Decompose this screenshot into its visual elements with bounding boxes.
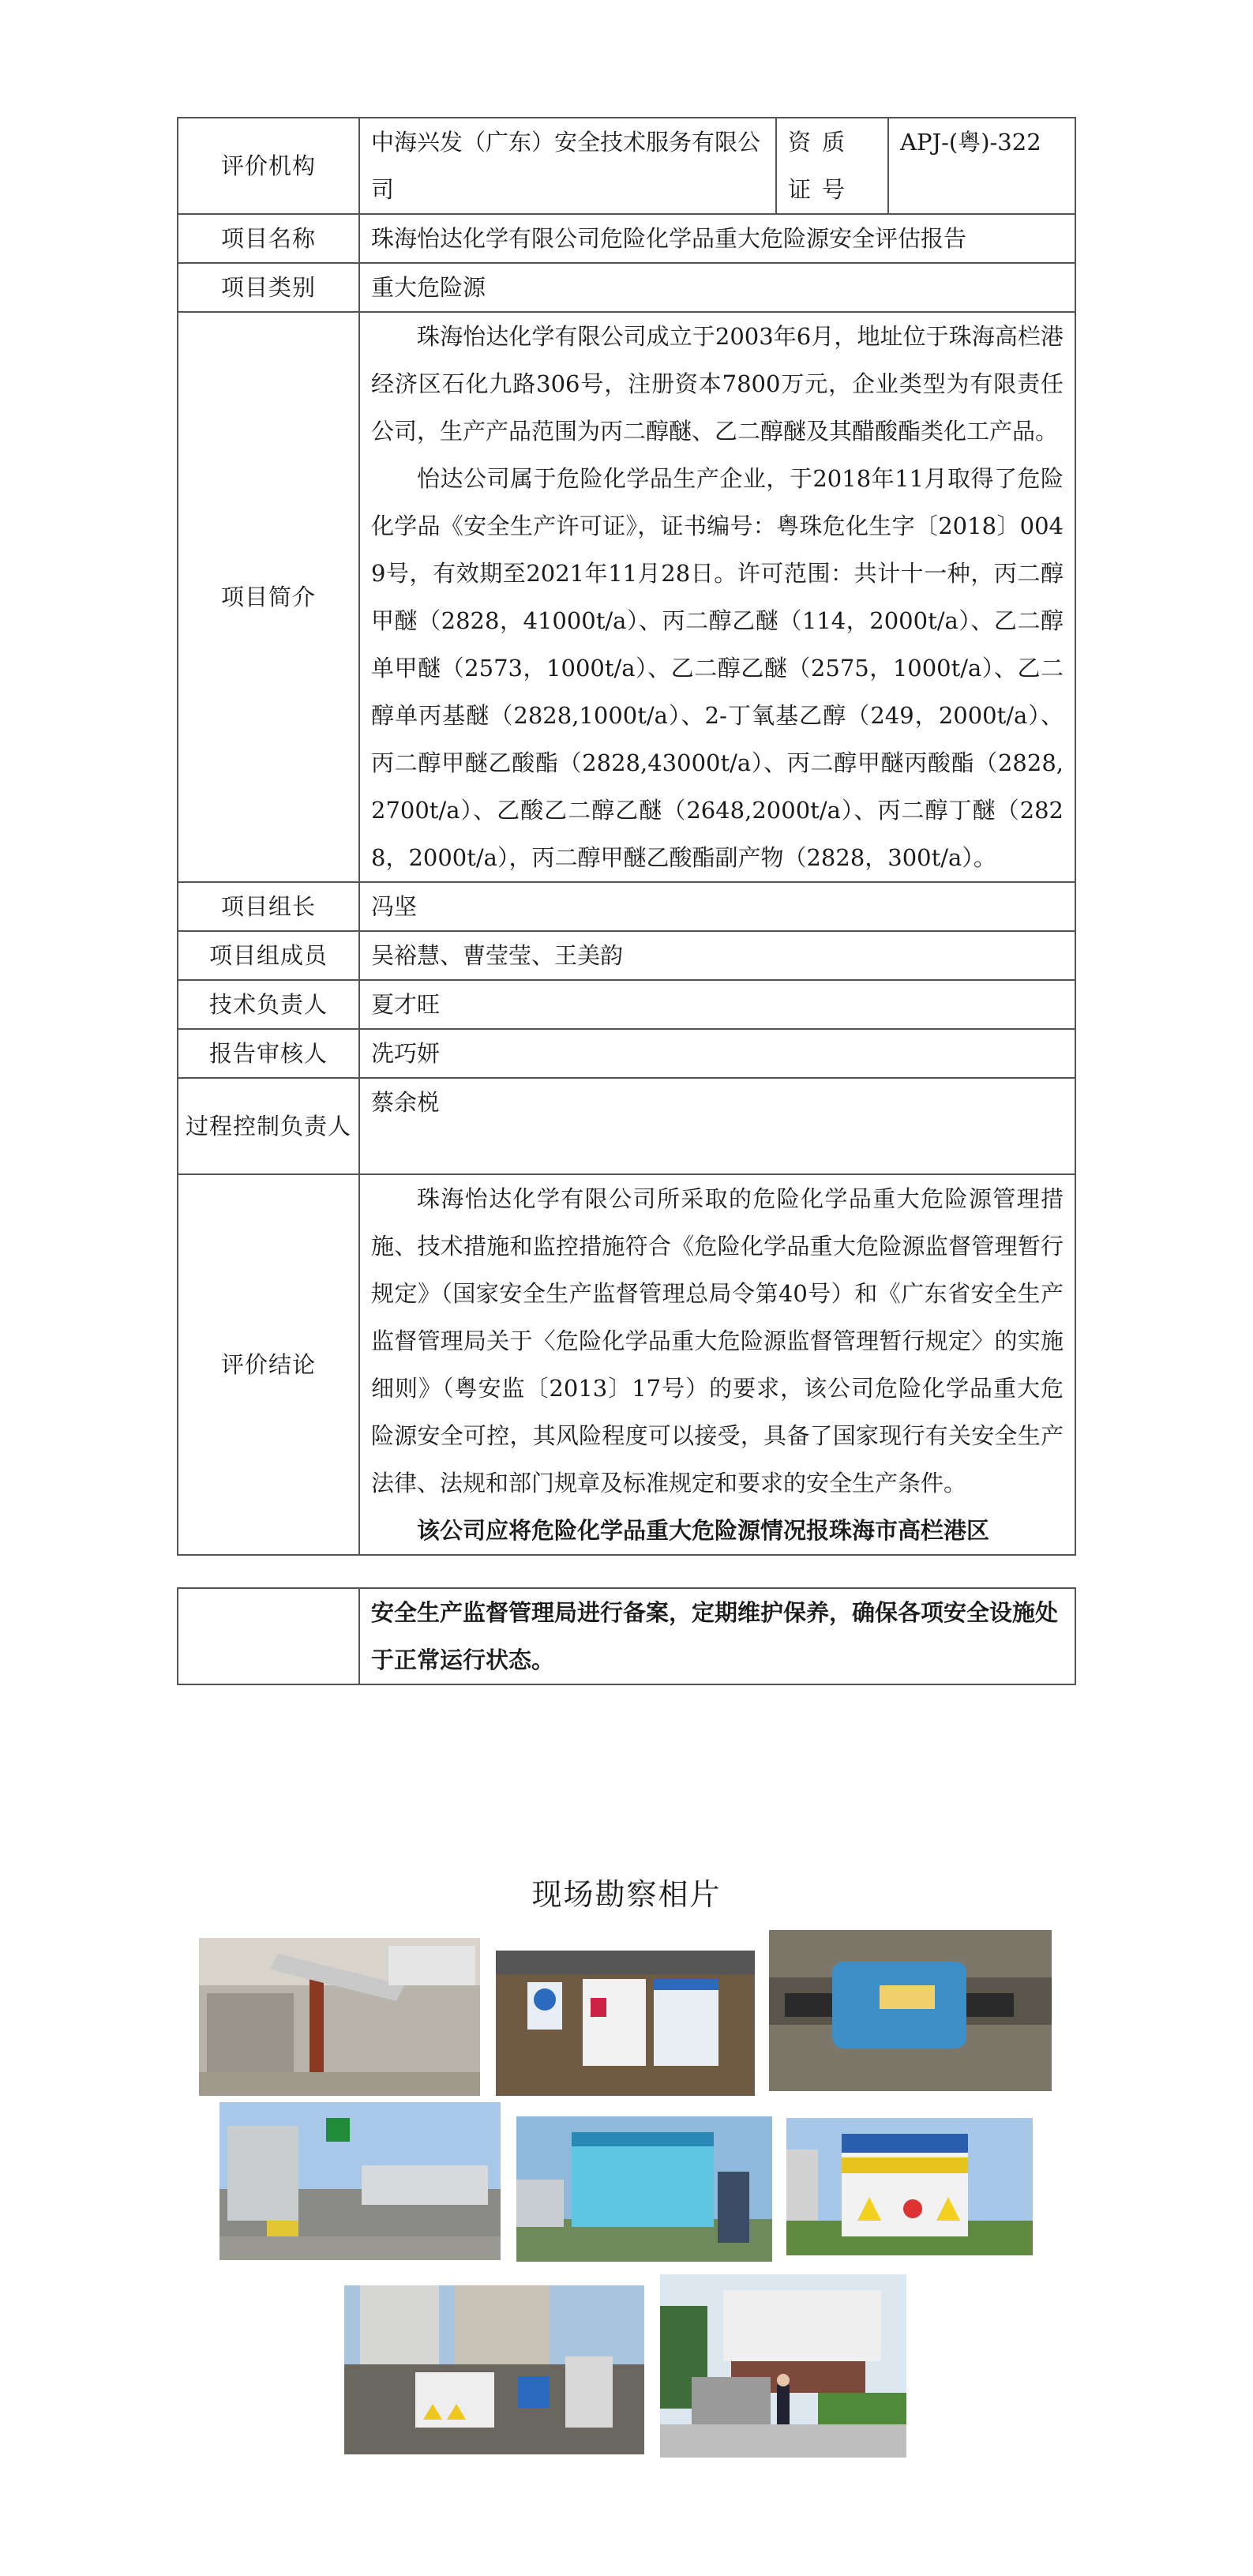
type-label: 项目类别	[178, 263, 359, 312]
intro-paragraph-1: 珠海怡达化学有限公司成立于2003年6月，地址位于珠海高栏港经济区石化九路306号，注册资本7800万元，企业类型为有限责任公司，生产产品范围为丙二醇醚、乙二醇醚及其醋酸酯类化工产品。	[371, 323, 1064, 445]
cert-label: 资质证号	[776, 118, 888, 214]
process-value: 蔡余棁	[359, 1078, 1075, 1174]
members-value: 吴裕慧、曹莹莹、王美韵	[359, 931, 1075, 980]
info-table-wrapper	[177, 117, 1075, 1556]
photo-tanks-site	[219, 2102, 501, 2260]
table-row	[178, 980, 1075, 1029]
members-label: 项目组成员	[178, 931, 359, 980]
type-value: 重大危险源	[359, 263, 1075, 312]
org-label: 评价机构	[178, 118, 359, 214]
name-value: 珠海怡达化学有限公司危险化学品重大危险源安全评估报告	[359, 214, 1075, 263]
table-row	[178, 312, 1075, 882]
photo-notice-boards	[496, 1951, 755, 2096]
table-row	[178, 1174, 1075, 1555]
intro-paragraph-2: 怡达公司属于危险化学品生产企业，于2018年11月取得了危险化学品《安全生产许可证》，证书编号：粤珠危化生字〔2018〕0049号，有效期至2021年11月28日。许可范围：共计十一种，丙二醇甲醚（2828，41000t/a）、丙二醇乙醚（114，2000t/a）、乙二醇单甲醚（2573，1000t/a）、乙二醇乙醚（2575，1000t/a）、乙二醇单丙基醚（2828,1000t/a）、2-丁氧基乙醇（249，2000t/a）、丙二醇甲醚乙酸酯（2828,43000t/a）、丙二醇甲醚丙酸酯（2828,2700t/a）、乙酸乙二醇乙醚（2648,2000t/a）、丙二醇丁醚（2828，2000t/a），丙二醇甲醚乙酸酯副产物（2828，300t/a）。	[371, 465, 1064, 871]
photo-tank-signs	[344, 2285, 644, 2454]
table-row	[178, 118, 1075, 214]
conclusion-paragraph-2: 该公司应将危险化学品重大危险源情况报珠海市高栏港区	[417, 1517, 990, 1544]
name-label: 项目名称	[178, 214, 359, 263]
table-row	[178, 1078, 1075, 1174]
photo-factory-gate	[660, 2274, 906, 2458]
table-row	[178, 931, 1075, 980]
continued-table	[177, 1587, 1076, 1685]
table-row	[178, 263, 1075, 312]
conclusion-continued: 安全生产监督管理局进行备案，定期维护保养，确保各项安全设施处于正常运行状态。	[359, 1588, 1075, 1684]
table-row	[178, 214, 1075, 263]
table-row	[178, 1588, 1075, 1684]
leader-value: 冯坚	[359, 882, 1075, 931]
photo-valve-pipes	[199, 1938, 480, 2096]
info-table	[177, 117, 1076, 1556]
intro-value	[359, 312, 1075, 882]
conclusion-value	[359, 1174, 1075, 1555]
continued-table-wrapper	[177, 1587, 1075, 1685]
review-label: 报告审核人	[178, 1029, 359, 1078]
conclusion-label: 评价结论	[178, 1174, 359, 1555]
tech-value: 夏才旺	[359, 980, 1075, 1029]
conclusion-paragraph-1: 珠海怡达化学有限公司所采取的危险化学品重大危险源管理措施、技术措施和监控措施符合《危险化学品重大危险源监督管理暂行规定》（国家安全生产监督管理总局令第40号）和《广东省安全生产监督管理局关于〈危险化学品重大危险源监督管理暂行规定〉的实施细则》（粤安监〔2013〕17号）的要求，该公司危险化学品重大危险源安全可控，其风险程度可以接受，具备了国家现行有关安全生产法律、法规和部门规章及标准规定和要求的安全生产条件。	[371, 1185, 1064, 1496]
intro-label: 项目简介	[178, 312, 359, 882]
table-row	[178, 1029, 1075, 1078]
photo-blue-meter	[769, 1930, 1052, 2091]
table-row	[178, 882, 1075, 931]
process-label: 过程控制负责人	[178, 1078, 359, 1174]
empty-label-cell	[178, 1588, 359, 1684]
cert-value: APJ-(粤)-322	[888, 118, 1075, 214]
photos-title: 现场勘察相片	[531, 1877, 722, 1912]
org-value: 中海兴发（广东）安全技术服务有限公司	[359, 118, 776, 214]
photo-hazard-sign	[786, 2118, 1033, 2255]
review-value: 冼巧妍	[359, 1029, 1075, 1078]
tech-label: 技术负责人	[178, 980, 359, 1029]
photo-info-board	[516, 2116, 772, 2262]
leader-label: 项目组长	[178, 882, 359, 931]
